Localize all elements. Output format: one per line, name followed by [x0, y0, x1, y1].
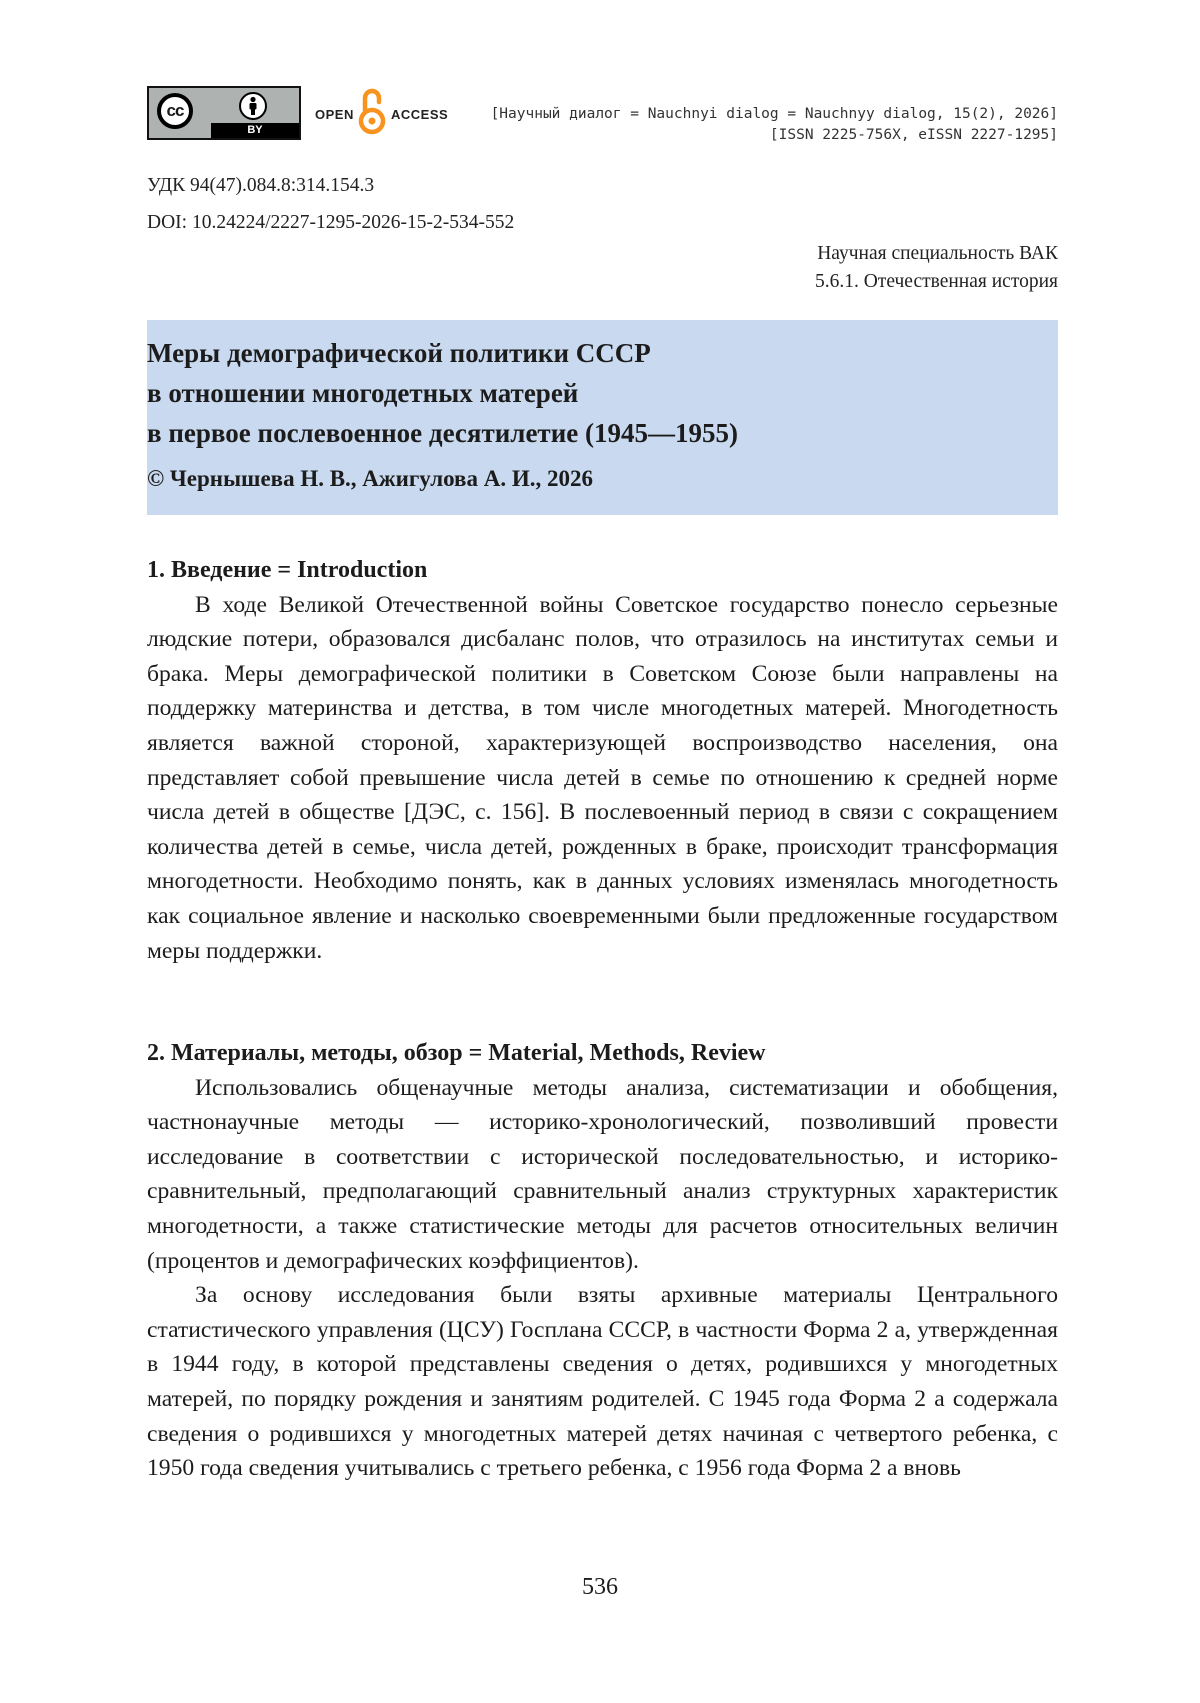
page-number: 536	[582, 1574, 618, 1600]
article-title-block	[147, 320, 1058, 515]
article-title-line: в первое послевоенное десятилетие (1945—1955)	[147, 418, 738, 448]
article-title-line: в отношении многодетных матерей	[147, 378, 579, 408]
journal-citation-line: [Научный диалог = Nauchnyi dialog = Nauchnyy dialog, 15(2), 2026]	[490, 106, 1058, 122]
open-access-logo	[315, 86, 455, 138]
journal-issn-line: [ISSN 2225-756X, eISSN 2227-1295]	[769, 127, 1058, 143]
section-heading: 2. Материалы, методы, обзор = Material, Methods, Review	[147, 1040, 766, 1066]
body-paragraph: В ходе Великой Отечественной войны Советское государство понесло серьезные людские потери, образовался дисбаланс полов, что отразилось на институтах семьи и брака. Меры демографической политики в Советском Союзе были направлены на поддержку материнства и детства, в том числе многодетных матерей. Многодетность является важной стороной, характеризующей воспроизводство населения, она представляет собой превышение числа детей в семье по отношению к средней норме числа детей в обществе [ДЭС, с. 156]. В послевоенный период в связи с сокращением количества детей в семье, числа детей, рожденных в браке, происходит трансформация многодетности. Необходимо понять, как в данных условиях изменялась многодетность как социальное явление и насколько своевременными были предложенные государством меры поддержки.	[147, 591, 1058, 964]
journal-reference	[491, 104, 1058, 146]
article-authors: © Чернышева Н. В., Ажигулова А. И., 2026	[147, 466, 593, 491]
section-methods	[147, 1036, 1058, 1486]
by-label: BY	[211, 123, 299, 138]
attribution-person-icon	[239, 92, 267, 120]
open-access-access-word: ACCESS	[391, 107, 449, 122]
doi-identifier[interactable]: DOI: 10.24224/2227-1295-2026-15-2-534-552	[147, 212, 515, 233]
article-title-line: Меры демографической политики СССР	[147, 338, 651, 368]
body-paragraph: За основу исследования были взяты архивные материалы Центрального статистического управления (ЦСУ) Госплана СССР, в частности Форма 2 а, утвержденная в 1944 году, в которой представлены сведения о детях, родившихся у многодетных матерей, по порядку рождения и занятиям родителей. С 1945 года Форма 2 а содержала сведения о родившихся у многодетных матерей детях начиная с четвертого ребенка, с 1950 года сведения учитывались с третьего ребенка, с 1956 года Форма 2 а вновь	[147, 1282, 1058, 1482]
udk-code: УДК 94(47).084.8:314.154.3	[147, 175, 375, 196]
article-title	[147, 333, 738, 453]
body-paragraph: Использовались общенаучные методы анализа, систематизации и обобщения, частнонаучные методы — историко-хронологический, позволивший провести исследование в соответствии с исторической последовательностью, и историко-сравнительный, предполагающий сравнительный анализ структурных характеристик многодетности, а также статистические методы для расчетов относительных величин (процентов и демографических коэффициентов).	[147, 1074, 1058, 1274]
cc-by-license-badge	[147, 86, 301, 140]
section-heading: 1. Введение = Introduction	[147, 557, 428, 583]
section-introduction	[147, 553, 1058, 968]
open-lock-icon	[357, 86, 387, 138]
vak-specialty	[815, 240, 1058, 296]
creative-commons-icon: cc	[157, 93, 193, 129]
vak-specialty-value: 5.6.1. Отечественная история	[814, 271, 1058, 292]
open-access-open-word: OPEN	[315, 107, 354, 122]
vak-specialty-label: Научная специальность ВАК	[817, 243, 1058, 264]
